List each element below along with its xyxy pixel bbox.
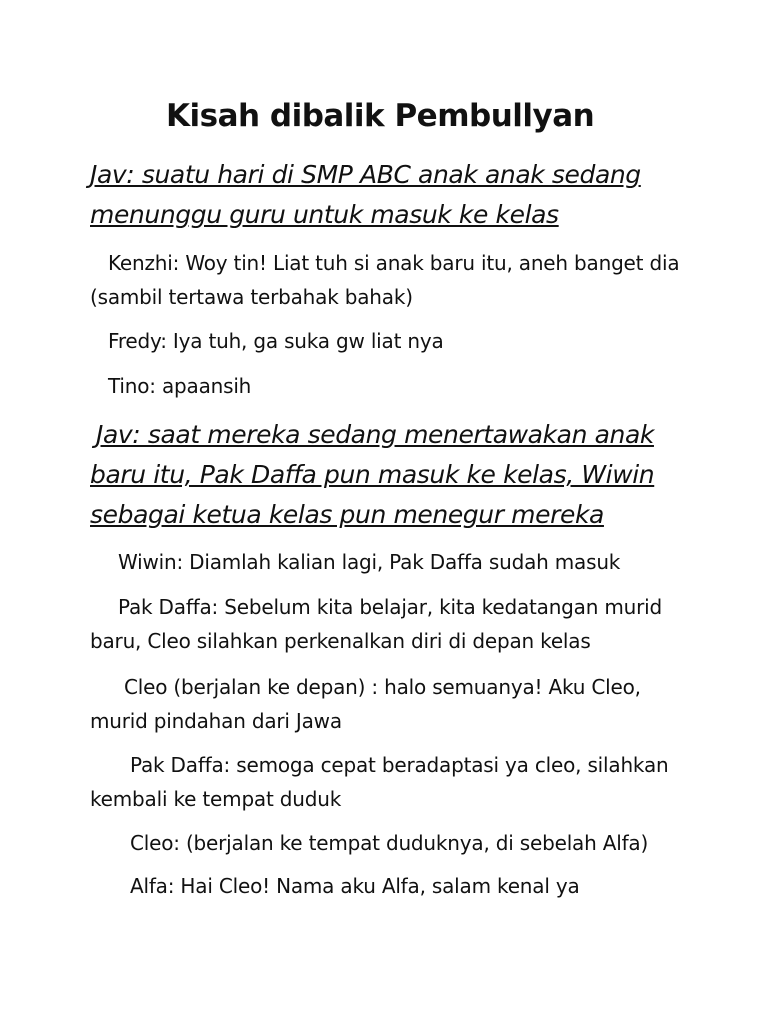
dialogue-line: Pak Daffa: semoga cepat beradaptasi ya cleo, silahkan kembali ke tempat duduk bbox=[90, 753, 669, 811]
dialogue-line: Fredy: Iya tuh, ga suka gw liat nya bbox=[108, 329, 444, 353]
narration-paragraph: Jav: saat mereka sedang menertawakan anak baru itu, Pak Daffa pun masuk ke kelas, Wiwin sebagai ketua kelas pun menegur mereka bbox=[90, 420, 655, 529]
page-title: Kisah dibalik Pembullyan bbox=[166, 98, 595, 134]
dialogue-line: Alfa: Hai Cleo! Nama aku Alfa, salam kenal ya bbox=[130, 874, 580, 898]
dialogue-line: Pak Daffa: Sebelum kita belajar, kita kedatangan murid baru, Cleo silahkan perkenalkan diri di depan kelas bbox=[90, 595, 662, 653]
narration-paragraph: Jav: suatu hari di SMP ABC anak anak sedang menunggu guru untuk masuk ke kelas bbox=[90, 160, 641, 229]
dialogue-line: Kenzhi: Woy tin! Liat tuh si anak baru itu, aneh banget dia (sambil tertawa terbahak bahak) bbox=[90, 251, 680, 309]
dialogue-line: Tino: apaansih bbox=[108, 374, 252, 398]
dialogue-line: Cleo (berjalan ke depan) : halo semuanya! Aku Cleo, murid pindahan dari Jawa bbox=[90, 675, 641, 733]
dialogue-line: Cleo: (berjalan ke tempat duduknya, di sebelah Alfa) bbox=[130, 831, 649, 855]
dialogue-line: Wiwin: Diamlah kalian lagi, Pak Daffa sudah masuk bbox=[118, 550, 621, 574]
